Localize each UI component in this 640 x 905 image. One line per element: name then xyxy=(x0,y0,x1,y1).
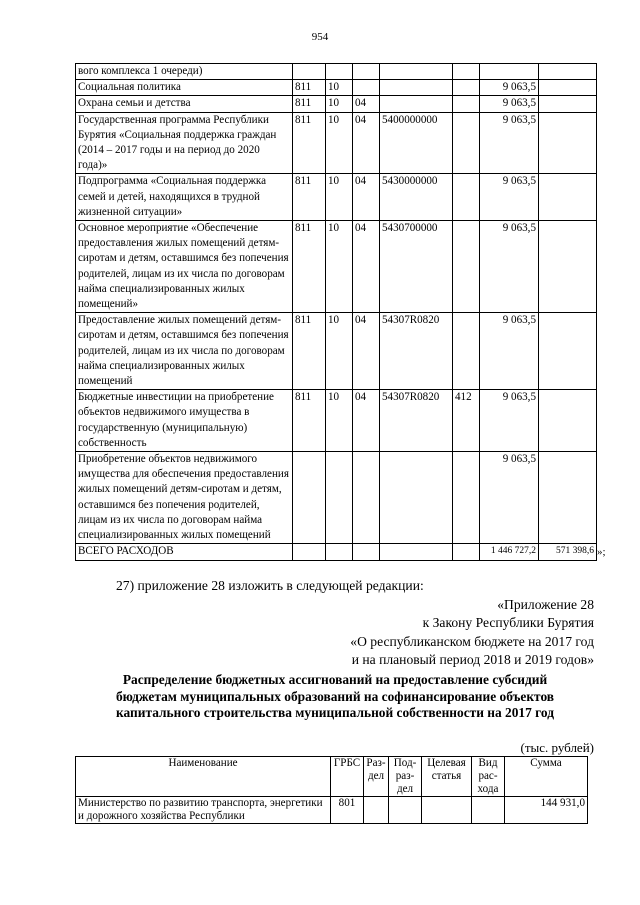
cell-podr: 04 xyxy=(353,221,380,313)
appendix-header xyxy=(350,596,594,670)
table-row xyxy=(76,96,597,112)
appendix-line: к Закону Республики Бурятия xyxy=(422,615,594,631)
cell-grbs: 811 xyxy=(293,390,326,452)
cell-name: Министерство по развитию транспорта, энергетики и дорожного хозяйства Республики xyxy=(76,797,331,824)
cell-razd: 10 xyxy=(326,390,353,452)
cell-name: Охрана семьи и детства xyxy=(76,96,293,112)
cell-vr xyxy=(453,544,480,560)
table-header-row xyxy=(76,757,588,797)
cell-podr: 04 xyxy=(353,390,380,452)
col-header-subsection: Под- раз- дел xyxy=(389,757,422,797)
cell-vr xyxy=(453,64,480,80)
cell-sum-plan xyxy=(539,221,597,313)
table-row xyxy=(76,112,597,174)
cell-vr xyxy=(453,221,480,313)
col-header-target-article: Целевая статья xyxy=(422,757,472,797)
cell-cs: 5430000000 xyxy=(380,174,453,221)
cell-razd xyxy=(326,452,353,544)
cell-podr xyxy=(353,544,380,560)
cell-name: Государственная программа Республики Бурятия «Социальная поддержка граждан (2014 – 2017 годы и на период до 2020 года)» xyxy=(76,112,293,174)
cell-razd: 10 xyxy=(326,221,353,313)
cell-sum-current: 1 446 727,2 xyxy=(480,544,539,560)
table-row xyxy=(76,544,597,560)
cell-name: Приобретение объектов недвижимого имущества для обеспечения предоставления жилых помещений детям-сиротам и детям, оставшимся без попечения родителей, лицам из их числа по договорам найма специализированных жилых помещений xyxy=(76,452,293,544)
appendix-line: и на плановый период 2018 и 2019 годов» xyxy=(351,652,594,668)
table-row xyxy=(76,174,597,221)
table-row xyxy=(76,64,597,80)
table-row xyxy=(76,221,597,313)
table-row xyxy=(76,313,597,390)
col-header-name: Наименование xyxy=(76,757,331,797)
cell-sum-plan xyxy=(539,390,597,452)
cell-sum-plan xyxy=(539,174,597,221)
cell-grbs xyxy=(293,544,326,560)
cell-razd: 10 xyxy=(326,96,353,112)
cell-name: ВСЕГО РАСХОДОВ xyxy=(76,544,293,560)
cell-cs xyxy=(380,96,453,112)
cell-sum: 144 931,0 xyxy=(505,797,588,824)
cell-sum-current: 9 063,5 xyxy=(480,313,539,390)
cell-sum-current xyxy=(480,64,539,80)
cell-name: Подпрограмма «Социальная поддержка семей и детей, находящихся в трудной жизненной ситуации» xyxy=(76,174,293,221)
cell-vr xyxy=(453,112,480,174)
cell-sum-current: 9 063,5 xyxy=(480,221,539,313)
cell-podr xyxy=(353,64,380,80)
table-row xyxy=(76,80,597,96)
document-title xyxy=(70,672,600,722)
cell-grbs: 811 xyxy=(293,96,326,112)
closing-quote: »; xyxy=(597,546,606,558)
cell-podr: 04 xyxy=(353,96,380,112)
cell-podr xyxy=(353,80,380,96)
cell-cs xyxy=(380,452,453,544)
cell-cs xyxy=(380,544,453,560)
cell-podr: 04 xyxy=(353,313,380,390)
cell-grbs: 811 xyxy=(293,174,326,221)
title-line: Распределение бюджетных ассигнований на предоставление субсидий xyxy=(122,672,548,687)
cell-name: Основное мероприятие «Обеспечение предоставления жилых помещений детям-сиротам и детям, оставшимся без попечения родителей, лицам из их числа по договорам найма специализированных жилых помещений» xyxy=(76,221,293,313)
cell-expense-type xyxy=(472,797,505,824)
cell-section xyxy=(364,797,389,824)
cell-name: вого комплекса 1 очереди) xyxy=(76,64,293,80)
cell-sum-current: 9 063,5 xyxy=(480,80,539,96)
cell-razd: 10 xyxy=(326,174,353,221)
cell-vr: 412 xyxy=(453,390,480,452)
cell-podr: 04 xyxy=(353,174,380,221)
title-line: капитального строительства муниципальной собственности на 2017 год xyxy=(116,705,554,721)
cell-cs: 5400000000 xyxy=(380,112,453,174)
cell-podr: 04 xyxy=(353,112,380,174)
cell-name: Бюджетные инвестиции на приобретение объектов недвижимого имущества в государственную (муниципальную) собственность xyxy=(76,390,293,452)
cell-vr xyxy=(453,96,480,112)
col-header-section: Раз- дел xyxy=(364,757,389,797)
cell-subsection xyxy=(389,797,422,824)
cell-sum-plan xyxy=(539,112,597,174)
cell-cs: 5430700000 xyxy=(380,221,453,313)
cell-name: Социальная политика xyxy=(76,80,293,96)
units-label: (тыс. рублей) xyxy=(520,740,594,755)
table-row xyxy=(76,452,597,544)
cell-grbs: 811 xyxy=(293,80,326,96)
cell-sum-current: 9 063,5 xyxy=(480,96,539,112)
cell-razd: 10 xyxy=(326,112,353,174)
expenditure-table xyxy=(75,63,597,561)
cell-razd: 10 xyxy=(326,313,353,390)
table-row xyxy=(76,390,597,452)
col-header-expense-type: Вид рас- хода xyxy=(472,757,505,797)
appendix-line: «Приложение 28 xyxy=(497,597,594,612)
subsidy-table xyxy=(75,756,588,824)
cell-sum-plan xyxy=(539,80,597,96)
cell-name: Предоставление жилых помещений детям-сиротам и детям, оставшимся без попечения родителей, лицам из их числа по договорам найма специализированных жилых помещений xyxy=(76,313,293,390)
cell-razd xyxy=(326,64,353,80)
cell-sum-plan xyxy=(539,452,597,544)
cell-grbs: 811 xyxy=(293,221,326,313)
cell-vr xyxy=(453,174,480,221)
appendix-line: «О республиканском бюджете на 2017 год xyxy=(350,633,594,649)
cell-grbs: 801 xyxy=(331,797,364,824)
cell-sum-current: 9 063,5 xyxy=(480,112,539,174)
cell-sum-current: 9 063,5 xyxy=(480,390,539,452)
cell-vr xyxy=(453,80,480,96)
page-number: 954 xyxy=(311,31,329,43)
cell-sum-plan xyxy=(539,64,597,80)
cell-sum-plan xyxy=(539,96,597,112)
cell-razd xyxy=(326,544,353,560)
cell-grbs xyxy=(293,64,326,80)
cell-target-article xyxy=(422,797,472,824)
col-header-grbs: ГРБС xyxy=(331,757,364,797)
title-line: бюджетам муниципальных образований на софинансирование объектов xyxy=(115,688,555,704)
cell-grbs: 811 xyxy=(293,112,326,174)
amendment-paragraph: 27) приложение 28 изложить в следующей редакции: xyxy=(116,578,424,593)
cell-cs: 54307R0820 xyxy=(380,390,453,452)
cell-sum-plan xyxy=(539,313,597,390)
cell-cs xyxy=(380,80,453,96)
cell-sum-current: 9 063,5 xyxy=(480,174,539,221)
cell-cs: 54307R0820 xyxy=(380,313,453,390)
table-row xyxy=(76,797,588,824)
cell-grbs: 811 xyxy=(293,313,326,390)
cell-podr xyxy=(353,452,380,544)
cell-razd: 10 xyxy=(326,80,353,96)
cell-sum-current: 9 063,5 xyxy=(480,452,539,544)
col-header-sum: Сумма xyxy=(505,757,588,797)
cell-sum-plan: 571 398,6 xyxy=(539,544,597,560)
cell-cs xyxy=(380,64,453,80)
cell-grbs xyxy=(293,452,326,544)
cell-vr xyxy=(453,452,480,544)
cell-vr xyxy=(453,313,480,390)
